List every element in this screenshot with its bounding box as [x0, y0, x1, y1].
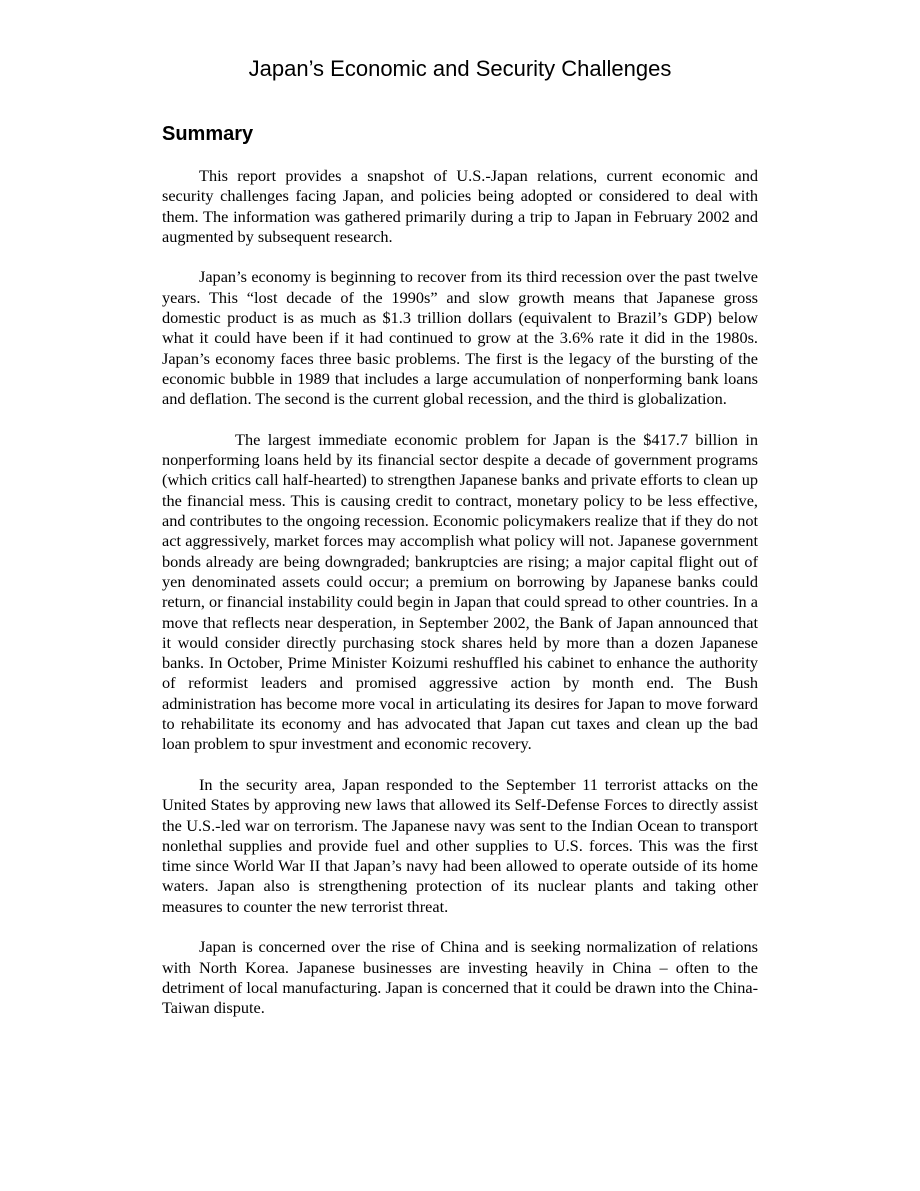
summary-paragraph-1: This report provides a snapshot of U.S.-Japan relations, current economic and security challenges facing Japan, and policies being adopted or considered to deal with them. The information was gathered primarily during a trip to Japan in February 2002 and augmented by subsequent research. — [162, 166, 758, 246]
summary-body — [162, 166, 758, 1039]
summary-paragraph-4: In the security area, Japan responded to the September 11 terrorist attacks on the United States by approving new laws that allowed its Self-Defense Forces to directly assist the U.S.-led war on terrorism. The Japanese navy was sent to the Indian Ocean to transport nonlethal supplies and provide fuel and other supplies to U.S. forces. This was the first time since World War II that Japan’s navy had been allowed to operate outside of its home waters. Japan also is strengthening protection of its nuclear plants and taking other measures to counter the new terrorist threat. — [162, 774, 758, 916]
document-title: Japan’s Economic and Security Challenges — [248, 56, 672, 81]
summary-paragraph-5: Japan is concerned over the rise of China and is seeking normalization of relations with North Korea. Japanese businesses are investing heavily in China – often to the detriment of local manufacturing. Japan is concerned that it could be drawn into the China-Taiwan dispute. — [162, 937, 758, 1018]
summary-paragraph-2: Japan’s economy is beginning to recover from its third recession over the past twelve years. This “lost decade of the 1990s” and slow growth means that Japanese gross domestic product is as much as $1.3 trillion dollars (equivalent to Brazil’s GDP) below what it could have been if it had continued to grow at the 3.6% rate it did in the 1980s. Japan’s economy faces three basic problems. The first is the legacy of the bursting of the economic bubble in 1989 that includes a large accumulation of nonperforming bank loans and deflation. The second is the current global recession, and the third is globalization. — [162, 267, 758, 409]
summary-paragraph-3: The largest immediate economic problem for Japan is the $417.7 billion in nonperforming loans held by its financial sector despite a decade of government programs (which critics call half-hearted) to strengthen Japanese banks and private efforts to clean up the financial mess. This is causing credit to contract, monetary policy to be less effective, and contributes to the ongoing recession. Economic policymakers realize that if they do not act aggressively, market forces may accomplish what policy will not. Japanese government bonds already are being downgraded; bankruptcies are rising; a major capital flight out of yen denominated assets could occur; a premium on borrowing by Japanese banks could return, or financial instability could begin in Japan that could spread to other countries. In a move that reflects near desperation, in September 2002, the Bank of Japan announced that it would consider directly purchasing stock shares held by more than a dozen Japanese banks. In October, Prime Minister Koizumi reshuffled his cabinet to enhance the authority of reformist leaders and promised aggressive action by month end. The Bush administration has become more vocal in articulating its desires for Japan to move forward to rehabilitate its economy and has advocated that Japan cut taxes and clean up the bad loan problem to spur investment and economic recovery. — [162, 429, 758, 754]
section-heading-summary: Summary — [162, 123, 254, 145]
